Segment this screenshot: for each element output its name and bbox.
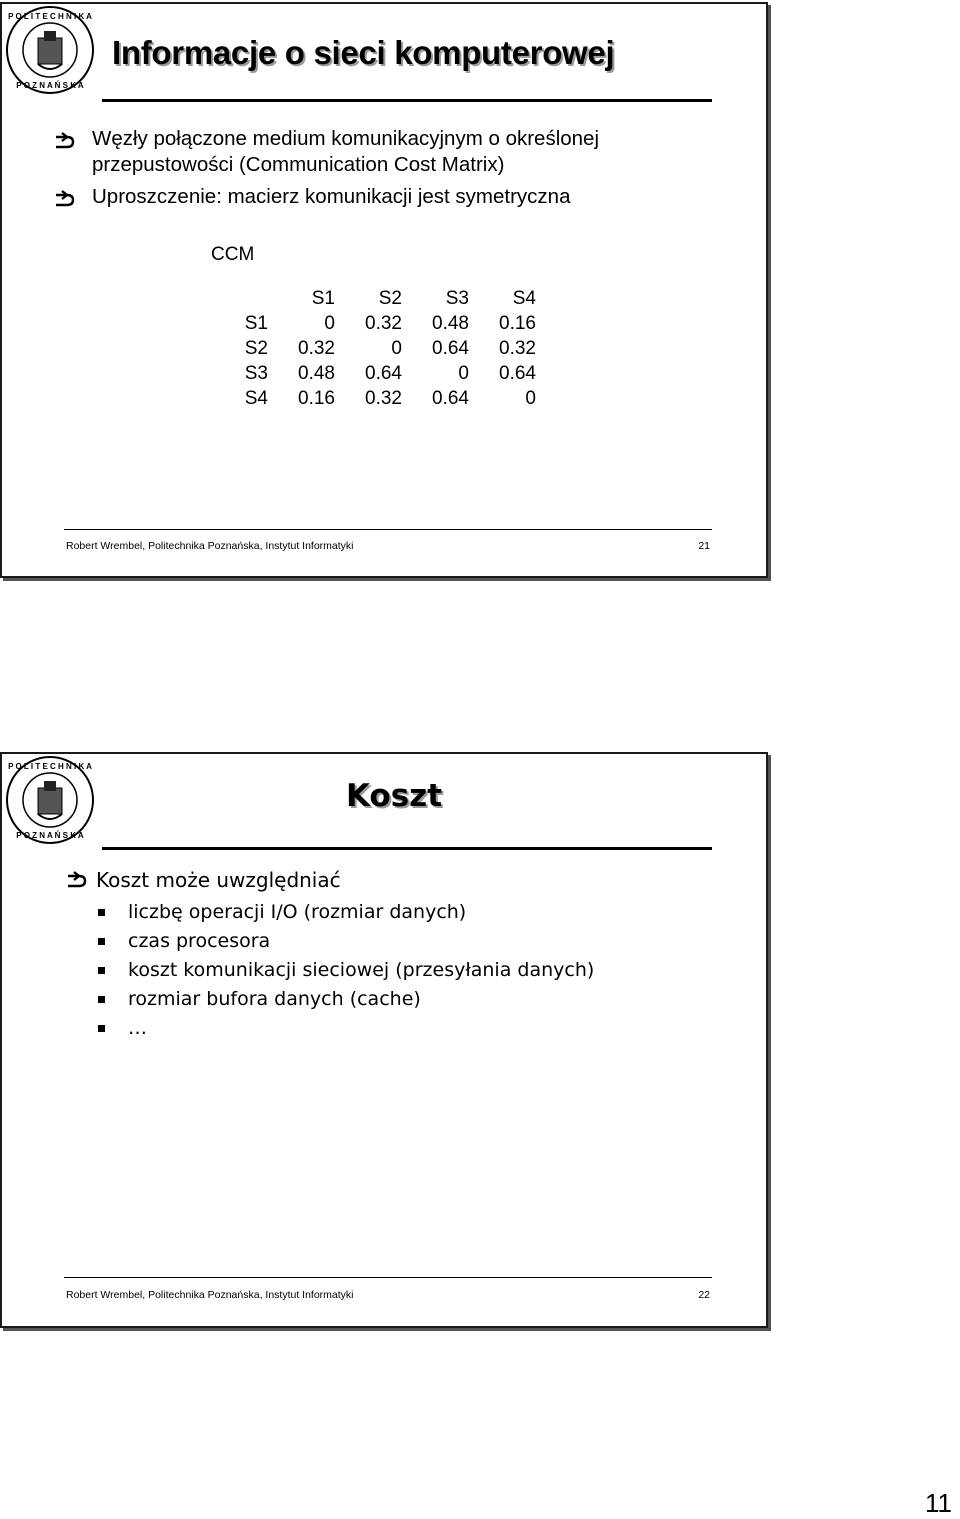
table-cell: 0.32: [298, 337, 335, 359]
bullet-item: [54, 126, 734, 178]
slide-page-number: 22: [698, 1289, 710, 1301]
column-header: S2: [378, 287, 402, 309]
curved-arrow-icon: [66, 871, 88, 889]
svg-text:P O L I T E C H N I K A: P O L I T E C H N I K A: [8, 12, 92, 21]
table-cell: 0.48: [432, 312, 469, 334]
table-cell: 0: [525, 387, 536, 409]
sheet-page-number: 11: [925, 1488, 952, 1518]
table-row: [238, 336, 536, 361]
table-cell: 0.16: [499, 312, 536, 334]
bullet-text: Koszt może uwzględniać: [96, 868, 341, 892]
square-bullet-icon: [98, 996, 105, 1003]
row-header: S1: [244, 312, 268, 334]
table-row: [238, 386, 536, 411]
square-bullet-icon: [98, 1025, 105, 1032]
ccm-table: [238, 286, 536, 411]
row-header: S2: [244, 337, 268, 359]
table-row: [238, 361, 536, 386]
sub-bullet-item: [66, 927, 594, 956]
curved-arrow-icon: [54, 190, 76, 208]
table-cell: 0.64: [365, 362, 402, 384]
university-seal-icon: [4, 4, 96, 96]
bullet-item: [66, 866, 594, 894]
bullet-list: [66, 866, 594, 1059]
ccm-label: CCM: [211, 244, 255, 265]
table-cell: 0.32: [499, 337, 536, 359]
sub-bullet-list: [66, 898, 594, 1043]
curved-arrow-icon: [54, 132, 76, 150]
table-cell: 0.16: [298, 387, 335, 409]
sub-bullet-item: [66, 1014, 594, 1043]
slide-title: Koszt: [345, 778, 443, 814]
sub-bullet-item: [66, 985, 594, 1014]
svg-text:P O L I T E C H N I K A: P O L I T E C H N I K A: [8, 762, 92, 771]
table-corner: [238, 286, 268, 311]
table-cell: 0: [324, 312, 335, 334]
slide-title: Informacje o sieci komputerowej: [112, 34, 615, 71]
table-cell: 0.64: [432, 337, 469, 359]
sub-bullet-text: liczbę operacji I/O (rozmiar danych): [128, 901, 467, 923]
square-bullet-icon: [98, 967, 105, 974]
sub-bullet-item: [66, 898, 594, 927]
slide-page-number: 21: [698, 540, 710, 552]
row-header: S4: [244, 387, 268, 409]
svg-text:P O Z N A Ń S K A: P O Z N A Ń S K A: [16, 831, 84, 840]
title-divider: [102, 847, 712, 850]
title-divider: [102, 99, 712, 102]
footer-divider: [64, 529, 712, 530]
column-header: S3: [445, 287, 469, 309]
footer-divider: [64, 1277, 712, 1278]
table-row: [238, 311, 536, 336]
table-cell: 0.64: [432, 387, 469, 409]
table-cell: 0.32: [365, 387, 402, 409]
bullet-text-line: Węzły połączone medium komunikacyjnym o określonej: [92, 127, 600, 150]
sub-bullet-text: koszt komunikacji sieciowej (przesyłania danych): [128, 959, 595, 981]
sub-bullet-text: rozmiar bufora danych (cache): [128, 988, 421, 1010]
slide-21: [0, 2, 768, 578]
table-cell: 0.32: [365, 312, 402, 334]
column-header: S1: [311, 287, 335, 309]
sub-bullet-item: [66, 956, 594, 985]
bullet-text-line: Uproszczenie: macierz komunikacji jest symetryczna: [92, 185, 571, 208]
column-header: S4: [512, 287, 536, 309]
bullet-list: [54, 126, 734, 210]
square-bullet-icon: [98, 938, 105, 945]
footer-credit: Robert Wrembel, Politechnika Poznańska, Instytut Informatyki: [66, 540, 354, 552]
row-header: S3: [244, 362, 268, 384]
footer-credit: Robert Wrembel, Politechnika Poznańska, Instytut Informatyki: [66, 1289, 354, 1301]
table-cell: 0.48: [298, 362, 335, 384]
bullet-text-line: przepustowości (Communication Cost Matrix): [92, 153, 505, 176]
table-cell: 0: [458, 362, 469, 384]
sub-bullet-text: …: [128, 1017, 147, 1039]
table-cell: 0: [391, 337, 402, 359]
sub-bullet-text: czas procesora: [128, 930, 271, 952]
table-header-row: [238, 286, 536, 311]
bullet-item: [54, 184, 734, 210]
svg-text:P O Z N A Ń S K A: P O Z N A Ń S K A: [16, 81, 84, 90]
square-bullet-icon: [98, 909, 105, 916]
table-cell: 0.64: [499, 362, 536, 384]
